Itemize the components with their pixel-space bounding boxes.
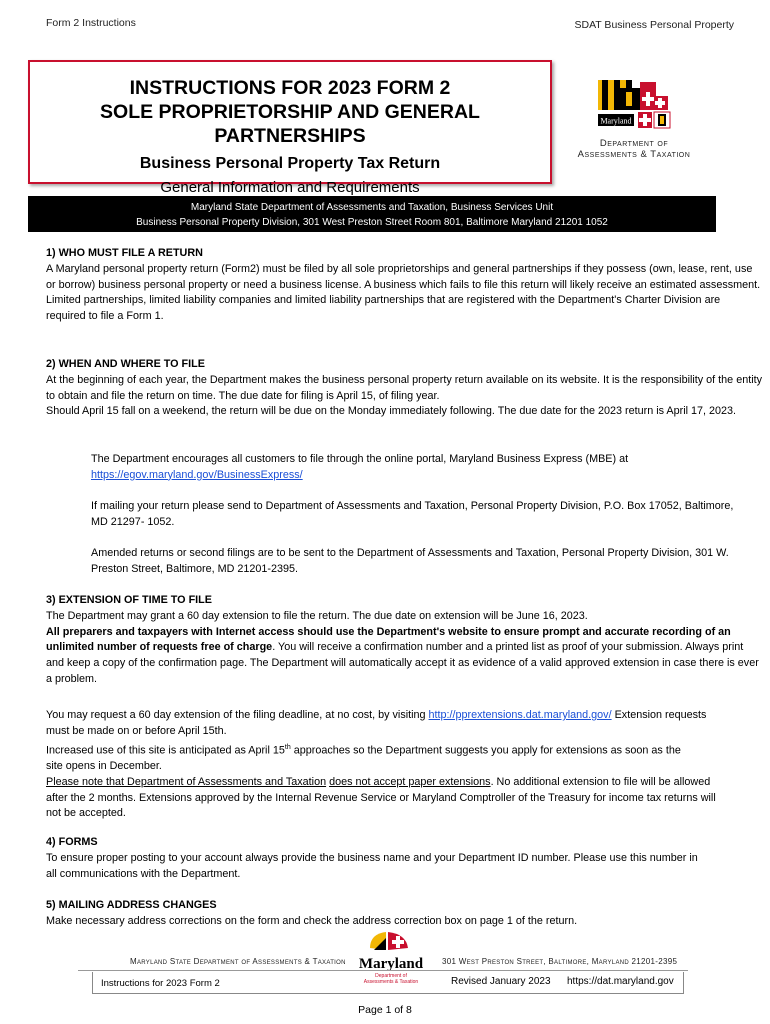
doc-subheading: General Information and Requirements — [160, 179, 420, 196]
logo-maryland-word: Maryland — [600, 116, 632, 126]
footer-doc-name: Instructions for 2023 Form 2 — [101, 978, 220, 989]
section-who-must-file — [46, 246, 762, 325]
section-extension — [46, 593, 762, 688]
paragraph: To ensure proper posting to your account always provide the business name and your Department ID number. Please use this number in all communications with the Department. — [46, 851, 698, 880]
business-express-link[interactable]: https://egov.maryland.gov/BusinessExpress/ — [91, 468, 303, 481]
footer-logo-word: Maryland — [358, 956, 424, 972]
paragraph: Should April 15 fall on a weekend, the return will be due on the Monday immediately following. The due date for the 2023 return is April 17, 2023. — [46, 405, 737, 418]
footer-website[interactable]: https://dat.maryland.gov — [567, 976, 674, 987]
section-title: 4) FORMS — [46, 836, 98, 848]
title-box — [28, 60, 552, 196]
paragraph: Make necessary address corrections on the form and check the address correction box on page 1 of the return. — [46, 914, 578, 927]
doc-heading: Business Personal Property Tax Return — [139, 155, 441, 172]
header-left: Form 2 Instructions — [46, 17, 136, 29]
doc-title: INSTRUCTIONS FOR 2023 FORM 2 — [129, 77, 451, 99]
paragraph: The Department may grant a 60 day extension to file the return. The due date on extension will be June 16, 2023. — [46, 609, 588, 622]
extension-request-para: You may request a 60 day extension of the filing deadline, at no cost, by visiting http://pprextensions.dat.maryland.gov/ Extension requests must be made on or before April 15th. Increased use of this site is anticipated as April 15th approaches so the Department suggests you apply for extensions as soon as the site opens in December. Please note that Department of Assessments and Taxation does not accept paper extensions. No additional extension to file will be allowed after the 2 months. Extensions approved by the Internal Revenue Service or Maryland Comptroller of the Treasury for income tax returns will not be accepted. — [46, 709, 716, 820]
svg-text:Department of: Department of — [375, 973, 407, 979]
header-right: SDAT Business Personal Property — [574, 19, 734, 31]
online-portal-note: The Department encourages all customers to file through the online portal, Maryland Business Express (MBE) at https://egov.maryland.gov/BusinessExpress/ — [91, 453, 629, 481]
footer-left-caps: Maryland State Department of Assessments & Taxation — [130, 957, 346, 966]
doc-subtitle: SOLE PROPRIETORSHIP AND GENERAL PARTNERSHIPS — [100, 101, 480, 147]
section-title: 2) WHEN AND WHERE TO FILE — [46, 358, 205, 370]
section-title: 3) EXTENSION OF TIME TO FILE — [46, 594, 212, 606]
section-title: 1) WHO MUST FILE A RETURN — [46, 247, 203, 259]
footer-revised: Revised January 2023 — [451, 976, 551, 987]
footer-box — [92, 972, 684, 994]
section-when-where — [46, 357, 762, 420]
paragraph: A Maryland personal property return (Form2) must be filed by all sole proprietorships and general partnerships if they possess (own, lease, rent, use or borrow) business personal property or need a business license. A business which fails to file this return will likely receive an estimated assessment. — [46, 262, 761, 291]
address-banner: Maryland State Department of Assessments and Taxation, Business Services Unit Business Personal Property Division, 301 West Preston Street Room 801, Baltimore Maryland 21201 1052 — [28, 196, 716, 232]
footer-right-caps: 301 West Preston Street, Baltimore, Maryland 21201-2395 — [442, 957, 678, 966]
paragraph: All preparers and taxpayers with Internet access should use the Department's website to ensure prompt and accurate recording of an unlimited number of requests free of charge. You will receive a confirmation number and a printed list as proof of your submission. Always print and keep a copy of the confirmation page. The Department will automatically accept it as evidence of a valid approved extension in case there is ever a problem. — [46, 625, 759, 685]
section-forms — [46, 835, 706, 882]
page-number: Page 1 of 8 — [358, 1004, 412, 1016]
paragraph: Limited partnerships, limited liability companies and limited liability partnerships that are registered with the Department's Charter Division are required to file a Form 1. — [46, 294, 721, 323]
svg-text:Assessments & Taxation: Assessments & Taxation — [363, 979, 419, 985]
section-address-changes — [46, 898, 762, 930]
logo-dept-text: Department of Assessments & Taxation — [577, 138, 691, 160]
footer-divider — [78, 970, 688, 971]
pprextensions-link[interactable]: http://pprextensions.dat.maryland.gov/ — [428, 709, 612, 721]
section-title: 5) MAILING ADDRESS CHANGES — [46, 899, 217, 911]
mailing-note: If mailing your return please send to Department of Assessments and Taxation, Personal Property Division, P.O. Box 17052, Baltimore, MD 21297- 1052. — [91, 500, 734, 528]
paragraph: At the beginning of each year, the Department makes the business personal property return available on its website. It is the responsibility of the entity to obtain and file the return on time. The due date for filing is April 15, of filing year. — [46, 373, 762, 402]
maryland-flag-logo — [596, 78, 672, 134]
amended-note: Amended returns or second filings are to be sent to the Department of Assessments and Taxation, Personal Property Division, 301 W. Preston Street, Baltimore, MD 21201-2395. — [91, 547, 729, 575]
